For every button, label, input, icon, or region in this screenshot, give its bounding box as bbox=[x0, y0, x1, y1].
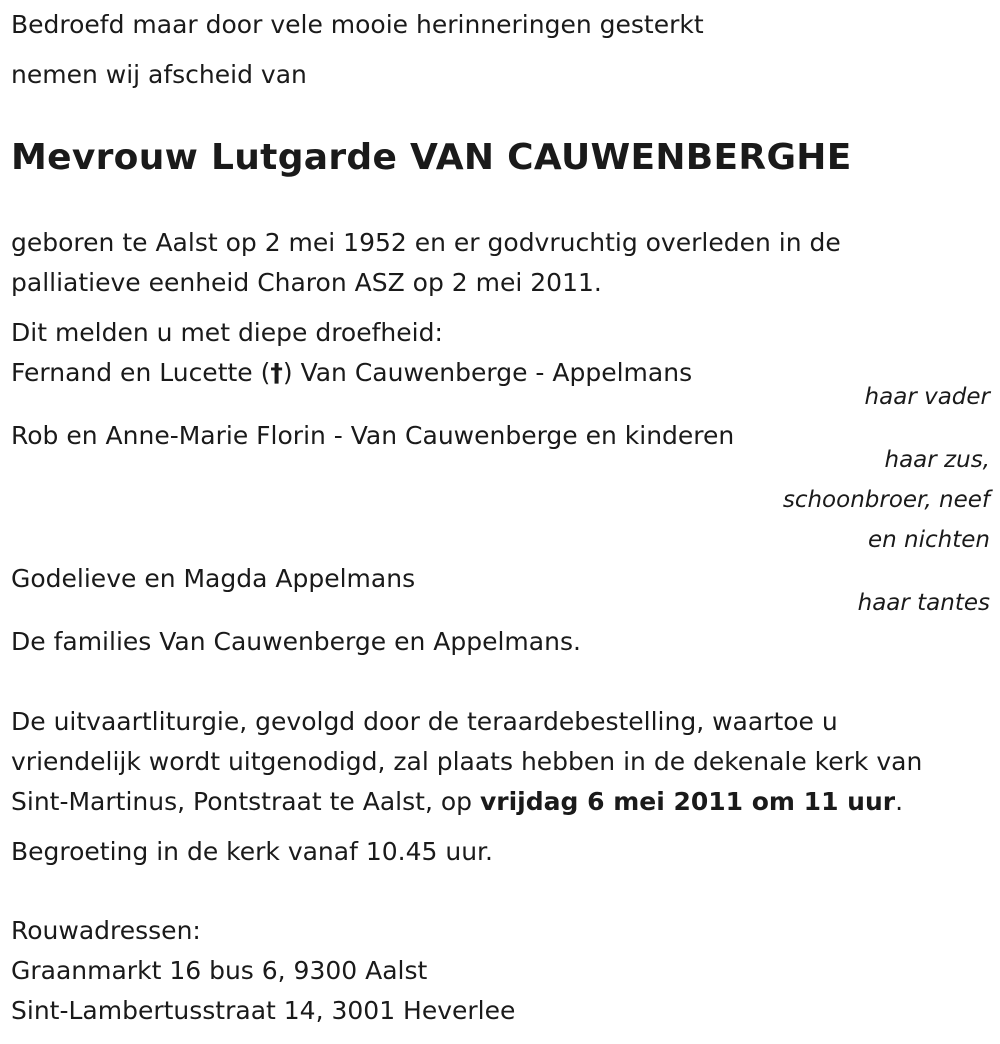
intro-line-1: Bedroefd maar door vele mooie herinneringen gesterkt bbox=[11, 10, 704, 39]
funeral-line-3-suffix: . bbox=[895, 787, 904, 816]
family-role-sister-line-3: en nichten bbox=[868, 527, 990, 553]
addresses-label: Rouwadressen: bbox=[11, 916, 201, 945]
funeral-date-time: vrijdag 6 mei 2011 om 11 uur bbox=[479, 787, 896, 816]
birth-death-line-1: geboren te Aalst op 2 mei 1952 en er godvruchtig overleden in de bbox=[11, 228, 841, 257]
funeral-line-3 bbox=[11, 787, 903, 817]
family-father-name-before: Fernand en Lucette ( bbox=[11, 358, 271, 387]
address-1: Graanmarkt 16 bus 6, 9300 Aalst bbox=[11, 956, 428, 985]
funeral-line-3-prefix: Sint-Martinus, Pontstraat te Aalst, op bbox=[11, 787, 480, 816]
family-role-sister-line-2: schoonbroer, neef bbox=[782, 487, 990, 513]
funeral-line-2: vriendelijk wordt uitgenodigd, zal plaats hebben in de dekenale kerk van bbox=[11, 747, 923, 776]
family-member-father bbox=[11, 358, 692, 388]
birth-death-line-2: palliatieve eenheid Charon ASZ op 2 mei 2011. bbox=[11, 268, 602, 297]
family-member-families: De families Van Cauwenberge en Appelmans. bbox=[11, 627, 581, 656]
funeral-line-1: De uitvaartliturgie, gevolgd door de teraardebestelling, waartoe u bbox=[11, 707, 838, 736]
family-member-aunts: Godelieve en Magda Appelmans bbox=[11, 564, 416, 593]
announcement: Dit melden u met diepe droefheid: bbox=[11, 318, 443, 347]
greeting: Begroeting in de kerk vanaf 10.45 uur. bbox=[11, 837, 493, 866]
family-role-sister-line-1: haar zus, bbox=[884, 447, 990, 473]
family-role-aunts: haar tantes bbox=[857, 590, 990, 616]
deceased-name: Mevrouw Lutgarde VAN CAUWENBERGHE bbox=[11, 137, 852, 178]
family-father-name-after: ) Van Cauwenberge - Appelmans bbox=[282, 358, 693, 387]
family-role-father: haar vader bbox=[864, 384, 990, 410]
address-2: Sint-Lambertusstraat 14, 3001 Heverlee bbox=[11, 996, 516, 1025]
intro-line-2: nemen wij afscheid van bbox=[11, 60, 307, 89]
family-member-sister: Rob en Anne-Marie Florin - Van Cauwenberge en kinderen bbox=[11, 421, 735, 450]
cross-icon: † bbox=[270, 358, 283, 387]
